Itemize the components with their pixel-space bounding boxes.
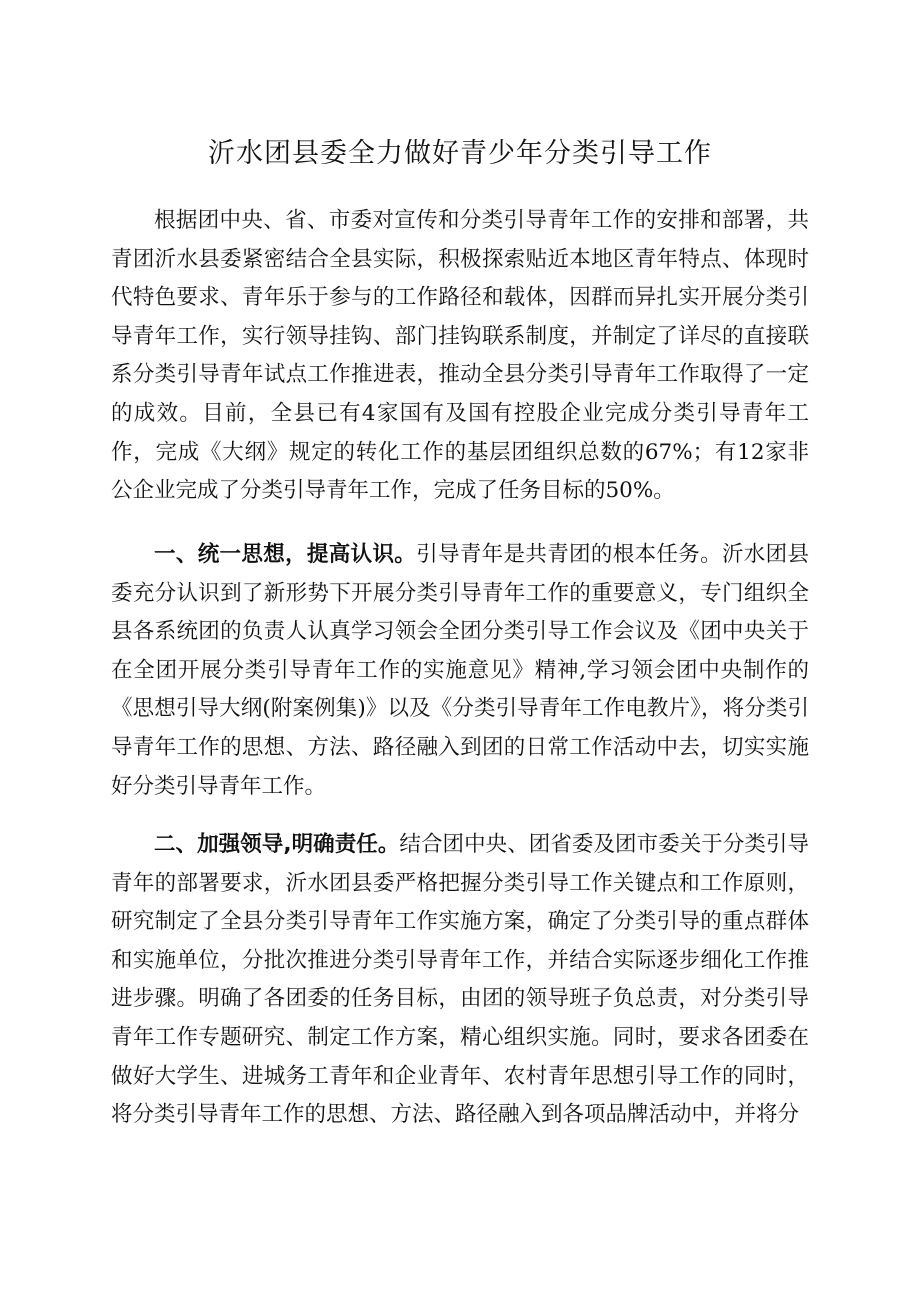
section-2-heading: 二、加强领导,明确责任。 bbox=[154, 832, 400, 857]
section-1-text: 引导青年是共青团的根本任务。沂水团县委充分认识到了新形势下开展分类引导青年工作的重要意义，专门组织全县各系统团的负责人认真学习领会全团分类引导工作会议及《团中央关于在全团开展分类引导青年工作的实施意见》精神,学习领会团中央制作的《思想引导大纲(附案例集)》以及《分类引导青年工作电教片》，将分类引导青年工作的思想、方法、路径融入到团的日常工作活动中去，切实实施好分类引导青年工作。 bbox=[111, 542, 809, 799]
paragraph-section-1 bbox=[111, 536, 809, 806]
section-1-heading: 一、统一思想，提高认识。 bbox=[154, 542, 417, 567]
paragraph-intro bbox=[111, 202, 809, 511]
document-title: 沂水团县委全力做好青少年分类引导工作 bbox=[208, 138, 712, 170]
paragraph-intro-text: 根据团中央、省、市委对宣传和分类引导青年工作的安排和部署，共青团沂水县委紧密结合全县实际，积极探索贴近本地区青年特点、体现时代特色要求、青年乐于参与的工作路径和载体，因群而异扎实开展分类引导青年工作，实行领导挂钩、部门挂钩联系制度，并制定了详尽的直接联系分类引导青年试点工作推进表，推动全县分类引导青年工作取得了一定的成效。目前，全县已有4家国有及国有控股企业完成分类引导青年工作，完成《大纲》规定的转化工作的基层团组织总数的67%；有12家非公企业完成了分类引导青年工作，完成了任务目标的50%。 bbox=[111, 208, 809, 504]
paragraph-section-2 bbox=[111, 826, 809, 1135]
section-2-text: 结合团中央、团省委及团市委关于分类引导青年的部署要求，沂水团县委严格把握分类引导工作关键点和工作原则，研究制定了全县分类引导青年工作实施方案，确定了分类引导的重点群体和实施单位，分批次推进分类引导青年工作，并结合实际逐步细化工作推进步骤。明确了各团委的任务目标，由团的领导班子负总责，对分类引导青年工作专题研究、制定工作方案，精心组织实施。同时，要求各团委在做好大学生、进城务工青年和企业青年、农村青年思想引导工作的同时，将分类引导青年工作的思想、方法、路径融入到各项品牌活动中，并将分 bbox=[111, 832, 809, 1128]
